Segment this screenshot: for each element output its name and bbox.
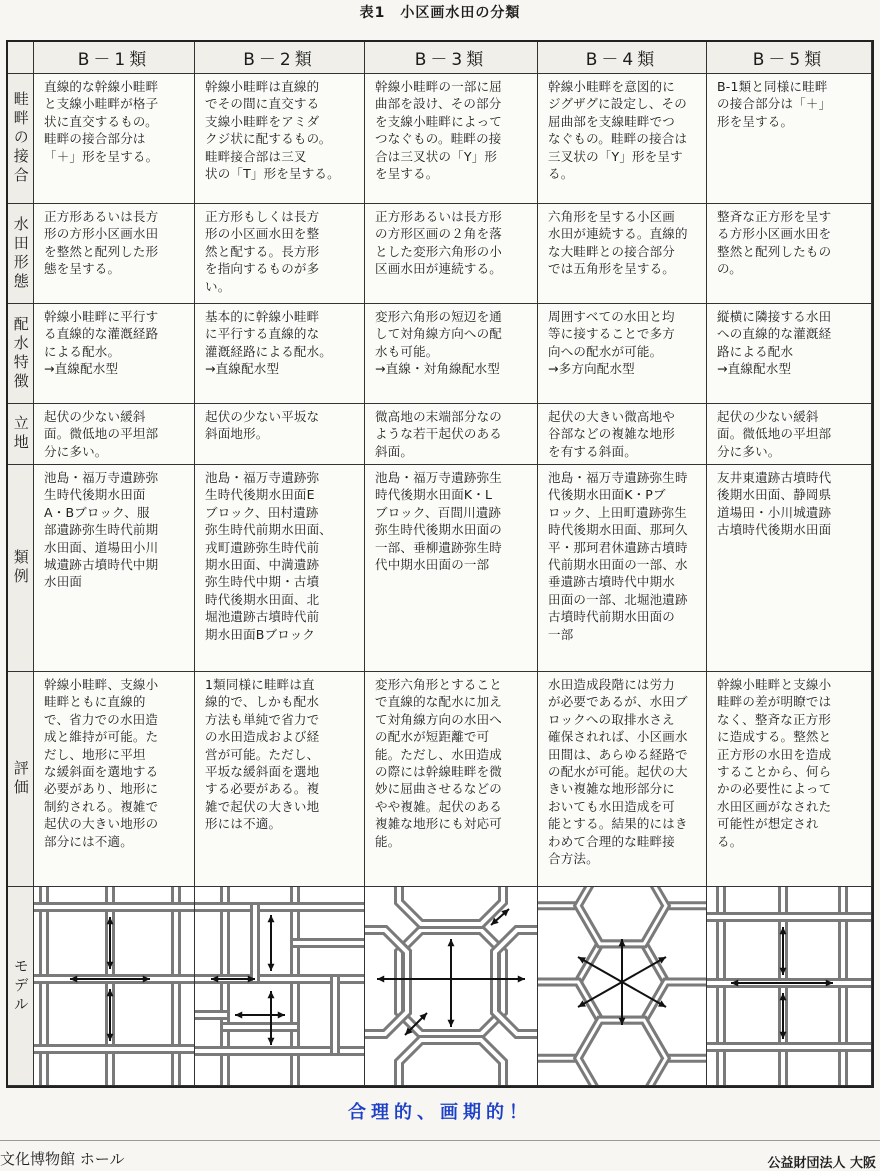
table-cell: 幹線小畦畔に平行す る直線的な灌漑経路 による配水。 →直線配水型 xyxy=(34,304,195,404)
row-header xyxy=(8,465,34,672)
table-cell: 起伏の少ない平坂な 斜面地形。 xyxy=(195,404,365,465)
table-cell: 1類同様に畦畔は直 線的で、しかも配水 方法も単純で省力で の水田造成および経 営が可能。ただし、 平坂な緩斜面を選地 する必要がある。複 雑で起伏の大きい地 形には不適。 xyxy=(195,672,365,887)
row-header-label: 類例 xyxy=(11,549,30,587)
model-cell xyxy=(365,887,538,1086)
table-title: 表1 小区画水田の分類 xyxy=(359,5,521,21)
table-cell: 起伏の少ない緩斜 面。微低地の平坦部 分に多い。 xyxy=(34,404,195,465)
table-cell: 基本的に幹線小畦畔 に平行する直線的な 灌漑経路による配水。 →直線配水型 xyxy=(195,304,365,404)
column-header: B－2類 xyxy=(195,42,365,74)
grid-plus-model-icon xyxy=(34,887,195,1086)
hexagon-model-icon xyxy=(538,887,707,1086)
table-cell: 周囲すべての水田と均 等に接することで多方 向への配水が可能。 →多方向配水型 xyxy=(538,304,707,404)
table-cell: 幹線小畦畔、支線小 畦畔ともに直線的 で、省力での水田造 成と維持が可能。た だし、地形に平坦 な緩斜面を選地する 必要があり、地形に 制約される。複雑で 起伏の大きい地形の 部分には不適。 xyxy=(34,672,195,887)
model-cell xyxy=(707,887,872,1086)
table-cell: 正方形もしくは長方 形の小区画水田を整 然と配する。長方形 を指向するものが多 い。 xyxy=(195,204,365,304)
table-cell: 起伏の大きい微高地や 谷部などの複雑な地形 を有する斜面。 xyxy=(538,404,707,465)
classification-table xyxy=(6,40,874,1088)
table-cell: 正方形あるいは長方形 の方形区画の２角を落 とした変形六角形の小 区画水田が連続する。 xyxy=(365,204,538,304)
table-cell: 変形六角形とすること で直線的な配水に加え て対角線方向の水田へ の配水が短距離で可 能。ただし、水田造成 の際には幹線畦畔を微 妙に屈曲させるなどの やや複雑。起伏のある 複雑な地形にも対応可 能。 xyxy=(365,672,538,887)
table-cell: 幹線小畦畔の一部に屈 曲部を設け、その部分 を支線小畦畔によって つなぐもの。畦畔の接 合は三叉状の「Y」形 を呈する。 xyxy=(365,74,538,204)
table-cell: B-1類と同様に畦畔 の接合部分は「＋」 形を呈する。 xyxy=(707,74,872,204)
column-header: B－4類 xyxy=(538,42,707,74)
table-cell: 水田造成段階には労力 が必要であるが、水田ブ ロックへの取排水さえ 確保されれば、小区画水 田間は、あらゆる経路で の配水が可能。起伏の大 きい複雑な地形部分に おいても水田造成を可 能とする。結果的にはき わめて合理的な畦畔接 合方法。 xyxy=(538,672,707,887)
table-cell: 微高地の末端部分なの ような若干起伏のある 斜面。 xyxy=(365,404,538,465)
table-cell: 池島・福万寺遺跡弥生時 代後期水田面K・Pブ ロック、上田町遺跡弥生 時代後期水田面、那珂久 平・那珂君休遺跡古墳時 代前期水田面の一部、水 垂遺跡古墳時代中期水 田面の一部、北堀池遺跡 古墳時代前期水田面の 一部 xyxy=(538,465,707,672)
row-header xyxy=(8,672,34,887)
row-header-label: 畦畔の接合 xyxy=(11,91,30,186)
column-header: B－5類 xyxy=(707,42,872,74)
footer-right-text: 公益財団法人 大阪 xyxy=(767,1156,876,1171)
table-cell: 起伏の少ない緩斜 面。微低地の平坦部 分に多い。 xyxy=(707,404,872,465)
corner-cell xyxy=(8,42,34,74)
table-cell: 池島・福万寺遺跡弥 生時代後期水田面E ブロック、田村遺跡 弥生時代前期水田面、 戎町遺跡弥生時代前 期水田面、中満遺跡 弥生時代中期・古墳 時代後期水田面、北 堀池遺跡古墳時代前 期水田面Bブロック xyxy=(195,465,365,672)
grid-t-model-icon xyxy=(195,887,365,1086)
table-cell: 正方形あるいは長方 形の方形小区画水田 を整然と配列した形 態を呈する。 xyxy=(34,204,195,304)
column-header: B－1類 xyxy=(34,42,195,74)
table-cell: 池島・福万寺遺跡弥生 時代後期水田面K・L ブロック、百間川遺跡 弥生時代後期水田面の 一部、垂柳遺跡弥生時 代中期水田面の一部 xyxy=(365,465,538,672)
row-header xyxy=(8,304,34,404)
table-cell: 六角形を呈する小区画 水田が連続する。直線的 な大畦畔との接合部分 では五角形を呈する。 xyxy=(538,204,707,304)
table-cell: 幹線小畦畔は直線的 でその間に直交する 支線小畦畔をアミダ クジ状に配するもの。 畦畔接合部は三叉 状の「T」形を呈する。 xyxy=(195,74,365,204)
table-cell: 池島・福万寺遺跡弥 生時代後期水田面 A・Bブロック、服 部遺跡弥生時代前期 水田面、道場田小川 城遺跡古墳時代中期 水田面 xyxy=(34,465,195,672)
slogan-text: 合理的、画期的！ xyxy=(348,1102,532,1123)
row-header xyxy=(8,204,34,304)
model-cell xyxy=(34,887,195,1086)
table-cell: 変形六角形の短辺を通 して対角線方向への配 水も可能。 →直線・対角線配水型 xyxy=(365,304,538,404)
table-cell: 縦横に隣接する水田 への直線的な灌漑経 路による配水 →直線配水型 xyxy=(707,304,872,404)
row-header-label: 評価 xyxy=(11,760,30,798)
table-cell: 直線的な幹線小畦畔 と支線小畦畔が格子 状に直交するもの。 畦畔の接合部分は 「＋」形を呈する。 xyxy=(34,74,195,204)
model-cell xyxy=(538,887,707,1086)
row-header xyxy=(8,404,34,465)
row-header-label: 配水特徴 xyxy=(11,315,30,392)
octagon-model-icon xyxy=(365,887,538,1086)
column-header: B－3類 xyxy=(365,42,538,74)
row-header-label: 立地 xyxy=(11,415,30,453)
row-header xyxy=(8,74,34,204)
table-cell: 幹線小畦畔と支線小 畦畔の差が明瞭では なく、整斉な正方形 に造成する。整然と 正方形の水田を造成 することから、何ら かの必要性によって 水田区画がなされた 可能性が想定され る。 xyxy=(707,672,872,887)
row-header-label: モデル xyxy=(11,957,30,1015)
row-header xyxy=(8,887,34,1086)
square-grid-model-icon xyxy=(707,887,872,1086)
model-cell xyxy=(195,887,365,1086)
footer-left-text: 文化博物館 ホール xyxy=(0,1150,125,1168)
table-cell: 友井東遺跡古墳時代 後期水田面、静岡県 道場田・小川城遺跡 古墳時代後期水田面 xyxy=(707,465,872,672)
table-cell: 幹線小畦畔を意図的に ジグザグに設定し、その 屈曲部を支線畦畔でつ なぐもの。畦畔の接合は 三叉状の「Y」形を呈する。 xyxy=(538,74,707,204)
footer-divider xyxy=(0,1140,880,1141)
table-cell: 整斉な正方形を呈す る方形小区画水田を 整然と配列したもの の。 xyxy=(707,204,872,304)
row-header-label: 水田形態 xyxy=(11,215,30,292)
